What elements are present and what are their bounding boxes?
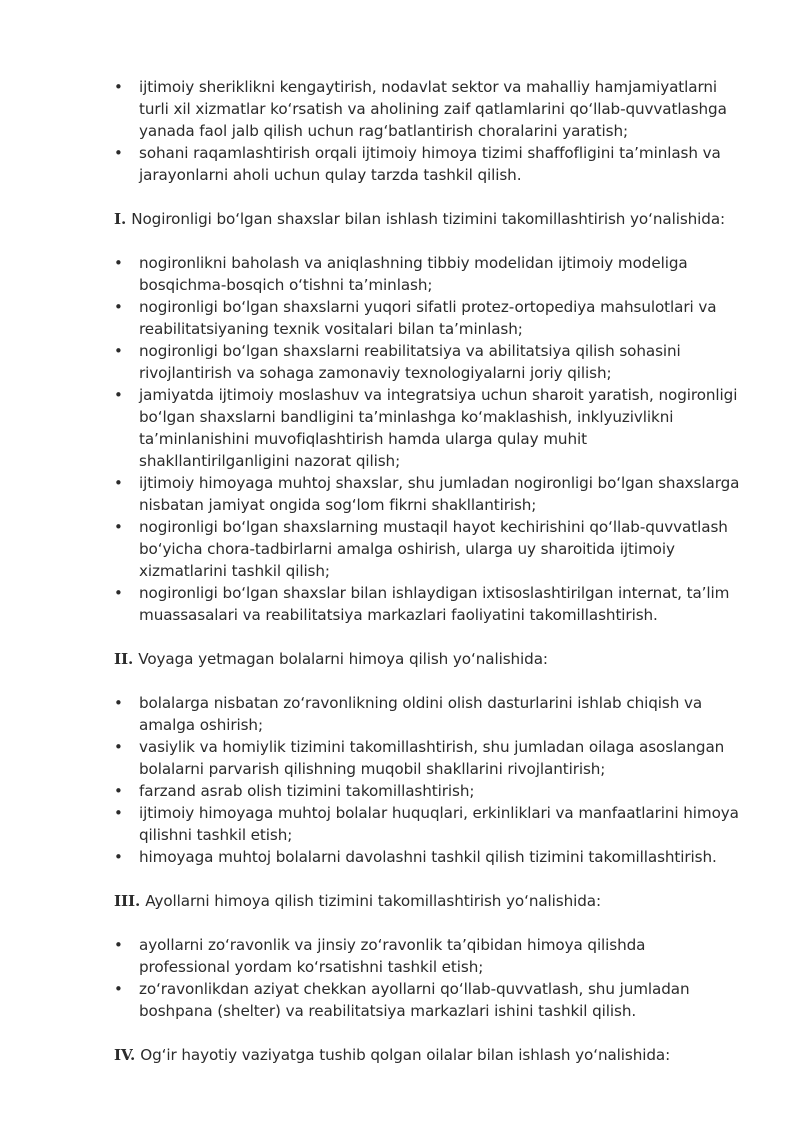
section-3-bullet-list [114, 934, 740, 1022]
bullet-item: • nogironligi bo‘lgan shaxslar bilan ishlaydigan ixtisoslashtirilgan internat, ta’lim muassasalari va reabilitatsiya markazlari faoliyatini takomillashtirish. [114, 582, 740, 626]
section-2-bullet-list [114, 692, 740, 868]
bullet-item: • zo‘ravonlikdan aziyat chekkan ayollarni qo‘llab-quvvatlash, shu jumladan boshpana (shelter) va reabilitatsiya markazlari ishini tashkil qilish. [114, 978, 740, 1022]
section-heading-1 [114, 208, 740, 230]
bullet-item: • jamiyatda ijtimoiy moslashuv va integratsiya uchun sharoit yaratish, nogironligi bo‘lgan shaxslarni bandligini ta’minlashga ko‘maklashish, inklyuzivlikni ta’minlanishini muvofiqlashtirish hamda ularga qulay muhit shakllantirilganligini nazorat qilish; [114, 384, 740, 472]
section-numeral: III. [114, 892, 141, 910]
bullet-item: • nogironligi bo‘lgan shaxslarning mustaqil hayot kechirishini qo‘llab-quvvatlash bo‘yicha chora-tadbirlarni amalga oshirish, ularga uy sharoitida ijtimoiy xizmatlarini tashkil qilish; [114, 516, 740, 582]
bullet-item: • ayollarni zo‘ravonlik va jinsiy zo‘ravonlik ta’qibidan himoya qilishda professional yordam ko‘rsatishni tashkil etish; [114, 934, 740, 978]
bullet-item: • nogironligi bo‘lgan shaxslarni reabilitatsiya va abilitatsiya qilish sohasini rivojlantirish va sohaga zamonaviy texnologiyalarni joriy qilish; [114, 340, 740, 384]
section-heading-2 [114, 648, 740, 670]
section-heading-text: Nogironligi bo‘lgan shaxslar bilan ishlash tizimini takomillashtirish yo‘nalishida: [131, 210, 726, 228]
bullet-item: • vasiylik va homiylik tizimini takomillashtirish, shu jumladan oilaga asoslangan bolalarni parvarish qilishning muqobil shakllarini rivojlantirish; [114, 736, 740, 780]
section-1-bullet-list [114, 252, 740, 626]
section-numeral: I. [114, 210, 127, 228]
bullet-item: • bolalarga nisbatan zo‘ravonlikning oldini olish dasturlarini ishlab chiqish va amalga oshirish; [114, 692, 740, 736]
intro-bullet-list [114, 76, 740, 186]
bullet-item: • farzand asrab olish tizimini takomillashtirish; [114, 780, 740, 802]
section-heading-text: Og‘ir hayotiy vaziyatga tushib qolgan oilalar bilan ishlash yo‘nalishida: [140, 1046, 671, 1064]
bullet-item: • ijtimoiy sheriklikni kengaytirish, nodavlat sektor va mahalliy hamjamiyatlarni turli xil xizmatlar ko‘rsatish va aholining zaif qatlamlarini qo‘llab-quvvatlashga yanada faol jalb qilish uchun rag‘batlantirish choralarini yaratish; [114, 76, 740, 142]
bullet-item: • nogironlikni baholash va aniqlashning tibbiy modelidan ijtimoiy modeliga bosqichma-bosqich o‘tishni ta’minlash; [114, 252, 740, 296]
section-heading-text: Ayollarni himoya qilish tizimini takomillashtirish yo‘nalishida: [145, 892, 602, 910]
bullet-item: • sohani raqamlashtirish orqali ijtimoiy himoya tizimi shaffofligini ta’minlash va jarayonlarni aholi uchun qulay tarzda tashkil qilish. [114, 142, 740, 186]
section-numeral: II. [114, 650, 134, 668]
bullet-item: • nogironligi bo‘lgan shaxslarni yuqori sifatli protez-ortopediya mahsulotlari va reabilitatsiyaning texnik vositalari bilan ta’minlash; [114, 296, 740, 340]
bullet-item: • ijtimoiy himoyaga muhtoj shaxslar, shu jumladan nogironligi bo‘lgan shaxslarga nisbatan jamiyat ongida sog‘lom fikrni shakllantirish; [114, 472, 740, 516]
section-heading-text: Voyaga yetmagan bolalarni himoya qilish yo‘nalishida: [138, 650, 548, 668]
section-heading-3 [114, 890, 740, 912]
section-heading-4 [114, 1044, 740, 1066]
bullet-item: • ijtimoiy himoyaga muhtoj bolalar huquqlari, erkinliklari va manfaatlarini himoya qilishni tashkil etish; [114, 802, 740, 846]
section-numeral: IV. [114, 1046, 136, 1064]
bullet-item: • himoyaga muhtoj bolalarni davolashni tashkil qilish tizimini takomillashtirish. [114, 846, 740, 868]
